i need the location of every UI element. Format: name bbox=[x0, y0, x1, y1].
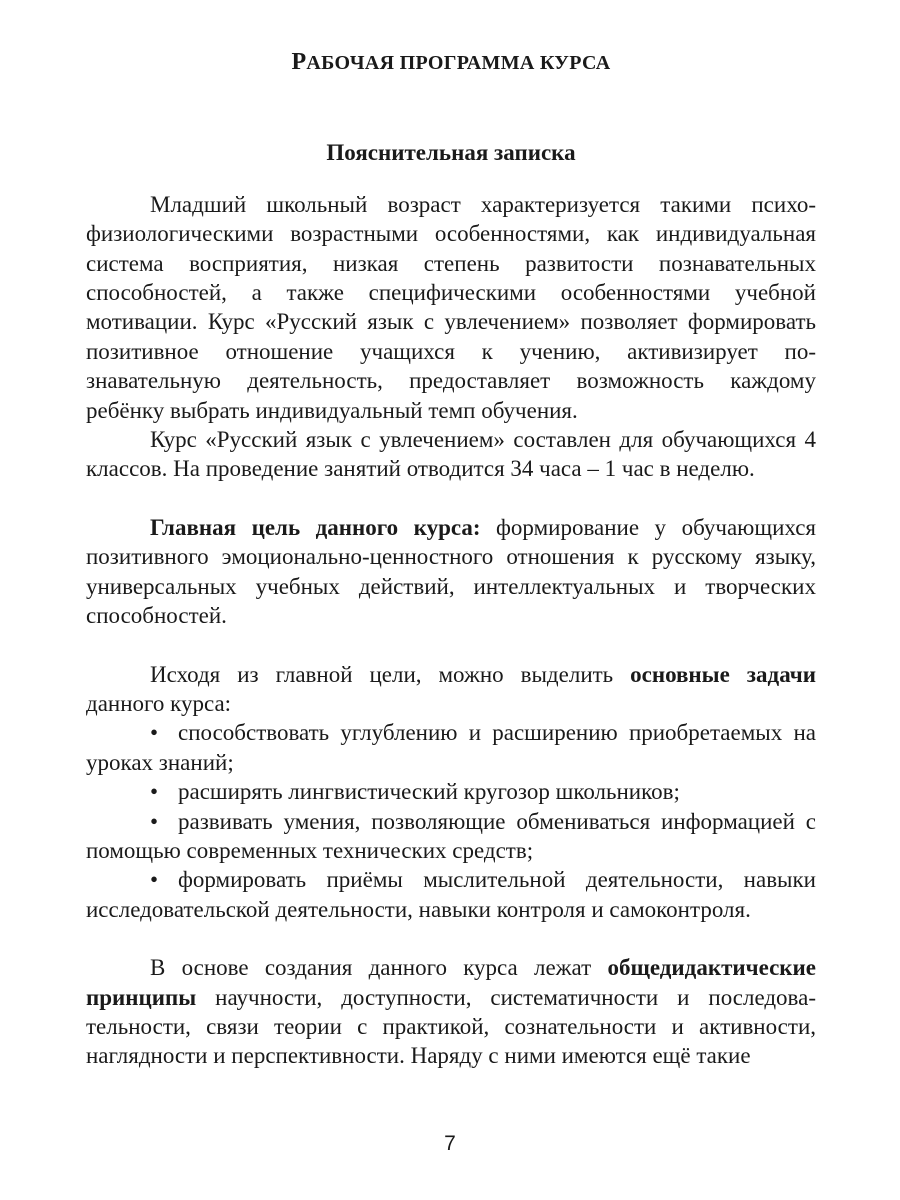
document-title-initial: Р bbox=[291, 49, 307, 75]
tasks-intro-tail: данного курса: bbox=[86, 690, 232, 716]
paragraph-tasks-intro bbox=[86, 660, 816, 719]
tasks-list bbox=[86, 718, 816, 924]
list-item bbox=[86, 718, 816, 777]
tasks-intro-bold: основные задачи bbox=[630, 661, 816, 687]
main-goal-text: формирование у обучающихся позитивного эмоционально-ценностного отношения к русскому языку, универсальных учебных действий, интеллектуальных и творческих способностей. bbox=[86, 514, 816, 629]
paragraph-course-hours: Курс «Русский язык с увлечением» составлен для обучающихся 4 классов. На проведение занятий отводится 34 часа – 1 час в неделю. bbox=[86, 427, 816, 482]
bullet-icon: • bbox=[150, 808, 159, 834]
task-text: расширять лингвистический кругозор школьников; bbox=[178, 779, 680, 805]
page-number: 7 bbox=[444, 1132, 456, 1155]
bullet-icon: • bbox=[150, 779, 159, 805]
list-item bbox=[86, 807, 816, 866]
principles-text: В основе создания данного курса лежат bbox=[150, 955, 608, 981]
bullet-icon: • bbox=[150, 867, 159, 893]
paragraph-main-goal bbox=[86, 513, 816, 631]
task-text: формировать приёмы мыслительной деятельности, навыки исследовательской деятельности, навыки контроля и самоконтроля. bbox=[86, 867, 816, 922]
main-goal-label: Главная цель данного курса: bbox=[150, 514, 481, 540]
tasks-intro-text: Исходя из главной цели, можно выделить bbox=[150, 661, 631, 687]
document-title bbox=[86, 48, 816, 78]
paragraph-intro: Младший школьный возраст характеризуется такими психофизиологическими возрастными особенностями, как индивидуальная система восприятия, низкая степень развитости познавательных способностей, а также специфическими особенностями учебной мотивации. Курс «Русский язык с увлечением» позволяет формировать позитивное отношение учащихся к учению, активизирует познавательную деятельность, предоставляет возможность каждому ребёнку выбрать индивидуальный темп обучения. bbox=[86, 191, 816, 423]
bullet-icon: • bbox=[150, 720, 159, 746]
document-title-rest: АБОЧАЯ ПРОГРАММА КУРСА bbox=[306, 52, 611, 74]
principles-bold: общедидактические принципы bbox=[86, 955, 816, 1010]
section-heading: Пояснительная записка bbox=[326, 140, 576, 166]
principles-tail: научности, доступности, систематичности и последовательности, связи теории с практикой, сознательности и активности, наглядности и перспективности. Наряду с ними имеются ещё такие bbox=[86, 984, 816, 1069]
document-page bbox=[86, 48, 816, 1071]
list-item bbox=[86, 777, 816, 806]
list-item bbox=[86, 865, 816, 924]
task-text: способствовать углублению и расширению приобретаемых на уроках знаний; bbox=[86, 720, 816, 775]
paragraph-principles bbox=[86, 953, 816, 1071]
task-text: развивать умения, позволяющие обмениваться информацией с помощью современных технических средств; bbox=[86, 808, 816, 863]
